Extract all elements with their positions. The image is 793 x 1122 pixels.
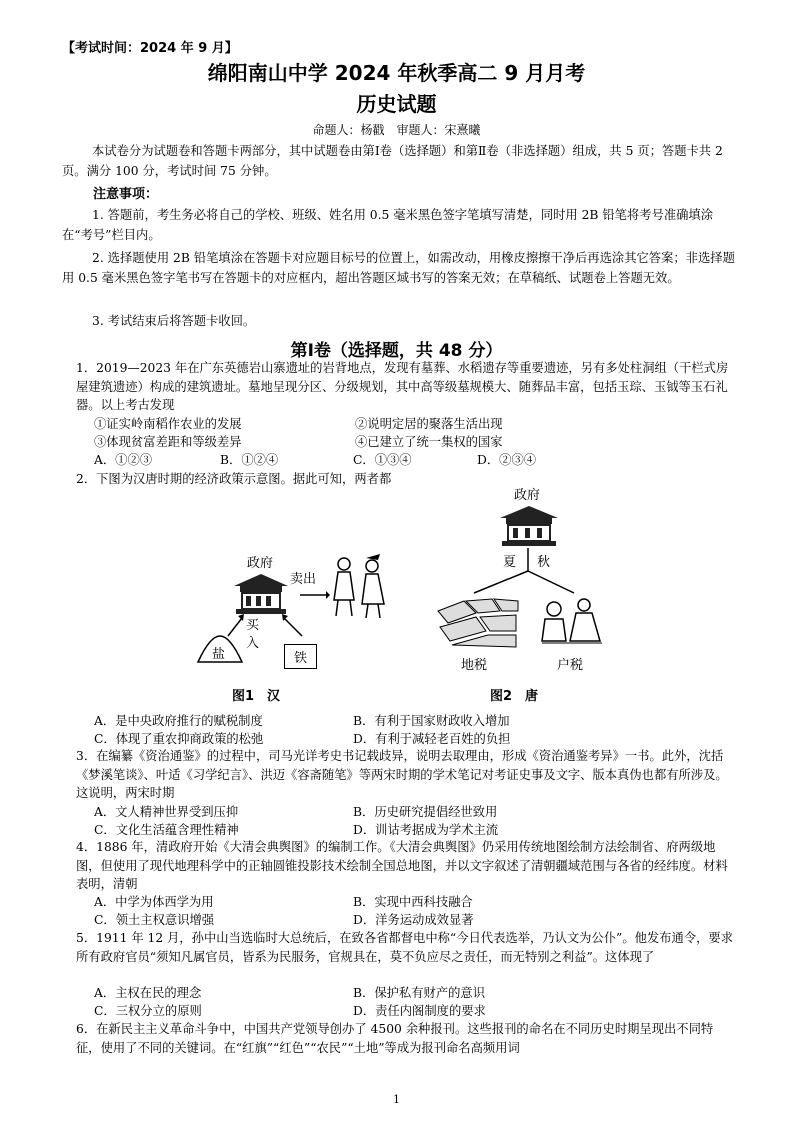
question-5-option-b: B．保护私有财产的意识 [353, 986, 486, 1000]
question-1-option-c: C．①③④ [353, 453, 412, 467]
question-3-option-d: D．训诂考据成为学术主流 [353, 823, 499, 837]
question-5-option-d: D．责任内阁制度的要求 [353, 1004, 486, 1018]
fig1-buy-label-1: 买 [246, 618, 260, 633]
tax-branch-lines [470, 545, 580, 595]
question-1-statement-3: ③体现贫富差距和等级差异 [94, 435, 242, 449]
question-6-stem: 6．在新民主主义革命斗争中，中国共产党领导创办了 4500 余种报刊。这些报刊的命名在不同历史时期呈现出不同特征，使用了不同的关键词。在“红旗”“红色”“农民”“土地”等成为报刊命名高频用词 [76, 1022, 714, 1055]
gov-building-icon-2 [492, 504, 566, 548]
fig2-caption: 图2 唐 [490, 689, 539, 704]
note-item-2: 2. 选择题使用 2B 铅笔填涂在答题卡对应题目标号的位置上，如需改动，用橡皮擦擦干净后再选涂其它答案；非选择题用 0.5 毫米黑色签字笔书写在答题卡的对应框内，超出答题区域书写的答案无效；在草稿纸、试题卷上答题无效。 [62, 251, 735, 285]
question-1-statement-1: ①证实岭南稻作农业的发展 [94, 417, 242, 431]
exam-title: 绵阳南山中学 2024 年秋季高二 9 月月考 [207, 61, 586, 85]
fig2-autumn-label: 秋 [537, 555, 551, 570]
page-number: 1 [393, 1093, 400, 1106]
question-2-option-b: B．有利于国家财政收入增加 [353, 714, 510, 728]
intro-paragraph: 本试卷分为试题卷和答题卡两部分，其中试题卷由第Ⅰ卷（选择题）和第Ⅱ卷（非选择题）组成，共 5 页；答题卡共 2 页。满分 100 分，考试时间 75 分钟。 [62, 144, 723, 178]
question-2-option-c: C．体现了重农抑商政策的松弛 [94, 732, 264, 746]
question-5-option-a: A．主权在民的理念 [94, 986, 202, 1000]
fig1-iron-label: 铁 [284, 644, 317, 669]
note-item-3: 3. 考试结束后将答题卡收回。 [92, 314, 256, 328]
fig1-buy-label-2: 入 [246, 636, 260, 651]
note-item-1: 1. 答题前，考生务必将自己的学校、班级、姓名用 0.5 毫米黑色签字笔填写清楚，同时用 2B 铅笔将考号准确填涂在“考号”栏目内。 [62, 208, 714, 242]
question-1-statement-2: ②说明定居的聚落生活出现 [355, 417, 503, 431]
merchants-icon [328, 550, 390, 622]
fig2-summer-label: 夏 [503, 555, 517, 570]
fig1-sell-label: 卖出 [290, 572, 317, 587]
question-4-option-b: B．实现中西科技融合 [353, 895, 473, 909]
question-4-option-c: C．领土主权意识增强 [94, 913, 215, 927]
exam-authors: 命题人：杨戳 审题人：宋熹曦 [312, 123, 481, 137]
fig1-salt-label: 盐 [212, 647, 226, 662]
question-3-option-c: C．文化生活蕴含理性精神 [94, 823, 239, 837]
fig2-household-tax-label: 户税 [557, 658, 584, 673]
question-4-option-a: A．中学为体西学为用 [94, 895, 214, 909]
question-3-option-a: A．文人精神世界受到压抑 [94, 805, 239, 819]
notes-heading: 注意事项： [93, 187, 159, 202]
question-3-stem: 3．在编纂《资治通鉴》的过程中，司马光详考史书记载歧异，说明去取理由，形成《资治通鉴考异》一书。此外，沈括《梦溪笔谈》、叶适《习学纪言》、洪迈《容斋随笔》等两宋时期的学术笔记对考证史事及文字、版本真伪也都有所涉及。这说明，两宋时期 [76, 749, 728, 800]
question-1-option-b: B．①②④ [220, 453, 279, 467]
exam-time: 【考试时间：2024 年 9 月】 [62, 41, 238, 56]
fig2-land-tax-label: 地税 [461, 658, 488, 673]
question-1-stem: 1．2019—2023 年在广东英德岩山寨遗址的岩背地点，发现有墓葬、水稻遗存等重要遗迹，另有多处柱洞组（干栏式房屋建筑遗迹）构成的建筑遗址。墓地呈现分区、分级规划，其中高等级墓规模大、随葬品丰富，包括玉琮、玉钺等玉石礼器。以上考古发现 [76, 361, 729, 412]
question-1-option-d: D．②③④ [477, 453, 537, 467]
question-4-stem: 4．1886 年，清政府开始《大清会典舆图》的编制工作。《大清会典舆图》仍采用传统地图绘制方法绘制省、府两级地图，但使用了现代地理科学中的正轴圆锥投影技术绘制全国总地图，并以文字叙述了清朝疆域范围与各省的经纬度。材料表明，清朝 [76, 840, 728, 891]
gov-building-icon [226, 572, 296, 616]
fig1-gov-label: 政府 [247, 556, 274, 571]
question-2-option-d: D．有利于减轻老百姓的负担 [353, 732, 511, 746]
question-2-stem: 2．下图为汉唐时期的经济政策示意图。据此可知，两者都 [76, 472, 392, 486]
question-5-option-c: C．三权分立的原则 [94, 1004, 202, 1018]
question-5-stem: 5．1911 年 12 月，孙中山当选临时大总统后，在致各省都督电中称“今日代表选举，乃认文为公仆”。他发布通令，要求所有政府官员“须知凡属官员，皆系为民服务，官规具在，莫不负应尽之责任，而无特别之利益”。这体现了 [76, 931, 734, 964]
question-1-statement-4: ④已建立了统一集权的国家 [355, 435, 503, 449]
question-2-option-a: A．是中央政府推行的赋税制度 [94, 714, 263, 728]
fig1-caption: 图1 汉 [232, 689, 281, 704]
section-title: 第Ⅰ卷（选择题，共 48 分） [290, 341, 503, 361]
question-1-option-a: A．①②③ [94, 453, 153, 467]
exam-subtitle: 历史试题 [356, 92, 437, 116]
farmland-icon [436, 597, 520, 649]
household-icon [540, 597, 604, 647]
question-4-option-d: D．洋务运动成效显著 [353, 913, 474, 927]
sell-arrow-icon [300, 590, 330, 600]
fig2-gov-label: 政府 [514, 488, 541, 503]
question-3-option-b: B．历史研究提倡经世致用 [353, 805, 498, 819]
